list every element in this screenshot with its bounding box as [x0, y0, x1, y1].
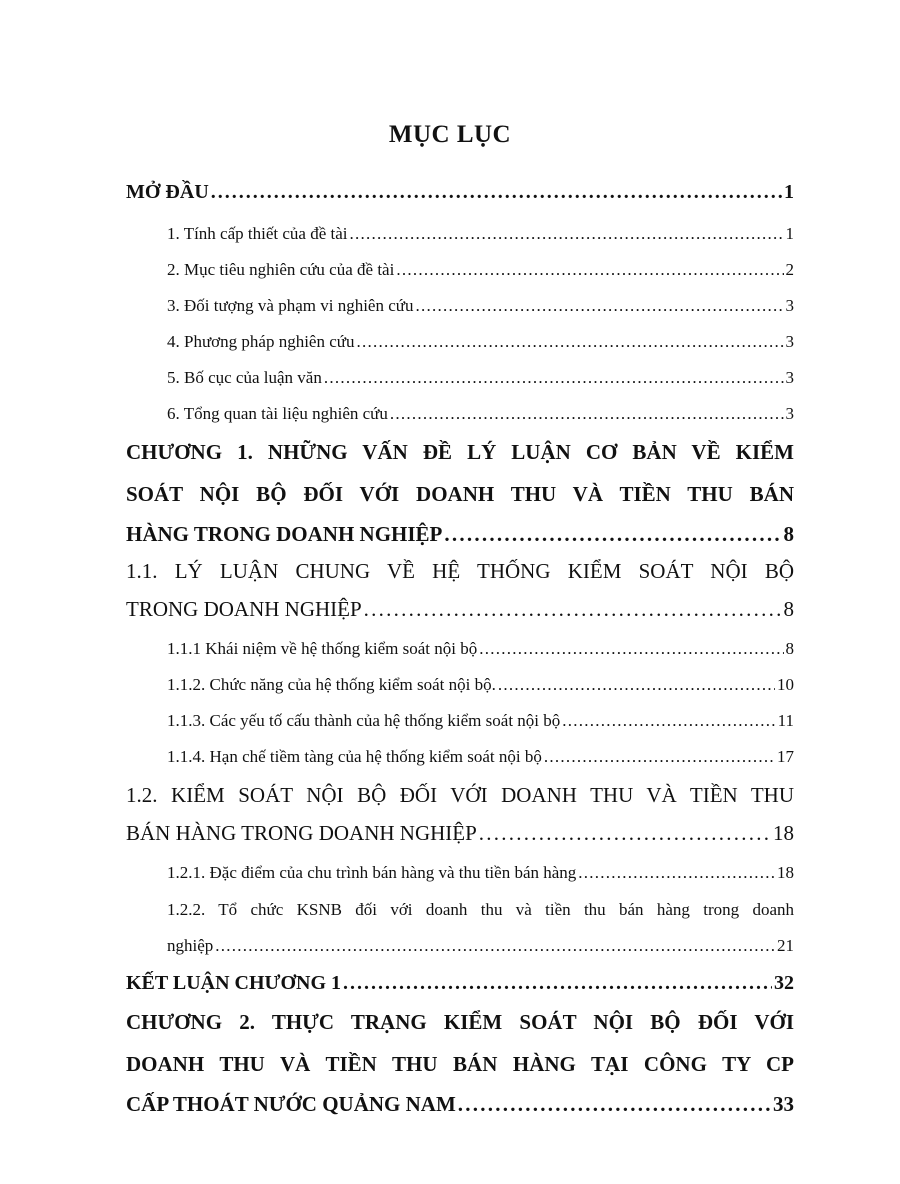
- toc-entry-text: 4. Phương pháp nghiên cứu: [167, 332, 355, 351]
- toc-entry-page: 32: [774, 972, 794, 994]
- dot-leader: [458, 1092, 771, 1117]
- toc-entry-page: 8: [785, 639, 794, 658]
- toc-entry-text: KẾT LUẬN CHƯƠNG 1: [126, 972, 342, 994]
- toc-entry[interactable]: [167, 404, 794, 424]
- dot-leader: [578, 863, 775, 883]
- toc-entry[interactable]: [126, 821, 794, 846]
- toc-entry[interactable]: [167, 224, 794, 244]
- toc-entry[interactable]: [167, 863, 794, 883]
- toc-entry[interactable]: [167, 296, 794, 316]
- toc-entry[interactable]: [167, 747, 794, 767]
- toc-entry-text: BÁN HÀNG TRONG DOANH NGHIỆP: [126, 821, 477, 845]
- toc-chapter-line[interactable]: DOANH THU VÀ TIỀN THU BÁN HÀNG TẠI CÔNG TY CP: [126, 1052, 794, 1076]
- toc-entry[interactable]: [167, 711, 794, 731]
- toc-entry[interactable]: [167, 368, 794, 388]
- toc-entry-page: 1: [784, 181, 794, 203]
- toc-entry-text: HÀNG TRONG DOANH NGHIỆP: [126, 522, 443, 546]
- toc-entry-text: 6. Tổng quan tài liệu nghiên cứu: [167, 404, 388, 423]
- toc-entry[interactable]: [167, 936, 794, 956]
- dot-leader: [343, 972, 772, 995]
- dot-leader: [324, 368, 784, 388]
- dot-leader: [364, 597, 782, 622]
- dot-leader: [479, 821, 771, 846]
- dot-leader: [544, 747, 775, 767]
- toc-entry-page: 3: [785, 296, 794, 315]
- toc-entry-page: 3: [785, 332, 794, 351]
- dot-leader: [396, 260, 783, 280]
- toc-chapter-line[interactable]: CHƯƠNG 1. NHỮNG VẤN ĐỀ LÝ LUẬN CƠ BẢN VỀ KIỂM: [126, 440, 794, 464]
- toc-entry-text: 1.1.4. Hạn chế tiềm tàng của hệ thống kiểm soát nội bộ: [167, 747, 542, 766]
- dot-leader: [562, 711, 775, 731]
- toc-entry-page: 3: [785, 404, 794, 423]
- toc-entry[interactable]: [167, 260, 794, 280]
- dot-leader: [349, 224, 783, 244]
- dot-leader: [215, 936, 775, 956]
- toc-entry-text: MỞ ĐẦU: [126, 181, 209, 203]
- toc-entry-text: 1.1.3. Các yếu tố cấu thành của hệ thống kiểm soát nội bộ: [167, 711, 561, 730]
- toc-chapter-line[interactable]: SOÁT NỘI BỘ ĐỐI VỚI DOANH THU VÀ TIỀN THU BÁN: [126, 482, 794, 506]
- dot-leader: [390, 404, 784, 424]
- toc-entry-text: 1.1.1 Khái niệm về hệ thống kiểm soát nội bộ: [167, 639, 478, 658]
- toc-entry-page: 10: [777, 675, 794, 694]
- toc-entry[interactable]: [126, 597, 794, 622]
- toc-entry-page: 21: [777, 936, 794, 955]
- toc-chapter-line[interactable]: CHƯƠNG 2. THỰC TRẠNG KIỂM SOÁT NỘI BỘ ĐỐI VỚI: [126, 1010, 794, 1034]
- dot-leader: [498, 675, 775, 695]
- page-title: MỤC LỤC: [388, 121, 512, 148]
- toc-section-line[interactable]: 1.2. KIỂM SOÁT NỘI BỘ ĐỐI VỚI DOANH THU VÀ TIỀN THU: [126, 783, 794, 807]
- toc-entry-page: 33: [773, 1092, 794, 1116]
- toc-entry-page: 1: [785, 224, 794, 243]
- toc-entry[interactable]: [126, 1092, 794, 1117]
- toc-entry[interactable]: [126, 972, 794, 995]
- toc-entry[interactable]: [126, 181, 794, 204]
- dot-leader: [356, 332, 783, 352]
- toc-entry-page: 18: [777, 863, 794, 882]
- toc-entry-text: TRONG DOANH NGHIỆP: [126, 597, 362, 621]
- toc-entry-page: 17: [777, 747, 794, 766]
- toc-entry-page: 8: [783, 597, 794, 621]
- toc-entry-page: 2: [785, 260, 794, 279]
- toc-entry-line[interactable]: 1.2.2. Tổ chức KSNB đối với doanh thu và tiền thu bán hàng trong doanh: [167, 900, 794, 919]
- toc-entry-text: 2. Mục tiêu nghiên cứu của đề tài: [167, 260, 395, 279]
- dot-leader: [211, 181, 782, 204]
- dot-leader: [416, 296, 784, 316]
- toc-entry-text: nghiệp: [167, 936, 214, 955]
- toc-entry-page: 18: [773, 821, 794, 845]
- toc-entry-page: 3: [785, 368, 794, 387]
- toc-entry-text: 1.2.1. Đặc điểm của chu trình bán hàng và thu tiền bán hàng: [167, 863, 577, 882]
- toc-entry-text: 1. Tính cấp thiết của đề tài: [167, 224, 348, 243]
- toc-entry[interactable]: [167, 639, 794, 659]
- toc-entry-text: 1.1.2. Chức năng của hệ thống kiểm soát nội bộ.: [167, 675, 496, 694]
- toc-entry-text: CẤP THOÁT NƯỚC QUẢNG NAM: [126, 1092, 456, 1116]
- toc-entry[interactable]: [167, 332, 794, 352]
- toc-entry-page: 11: [777, 711, 794, 730]
- toc-entry-text: 5. Bố cục của luận văn: [167, 368, 322, 387]
- dot-leader: [479, 639, 783, 659]
- toc-section-line[interactable]: 1.1. LÝ LUẬN CHUNG VỀ HỆ THỐNG KIỂM SOÁT NỘI BỘ: [126, 559, 794, 583]
- toc-entry[interactable]: [126, 522, 794, 547]
- toc-entry-page: 8: [783, 522, 794, 546]
- toc-entry-text: 3. Đối tượng và phạm vi nghiên cứu: [167, 296, 414, 315]
- dot-leader: [444, 522, 781, 547]
- toc-entry[interactable]: [167, 675, 794, 695]
